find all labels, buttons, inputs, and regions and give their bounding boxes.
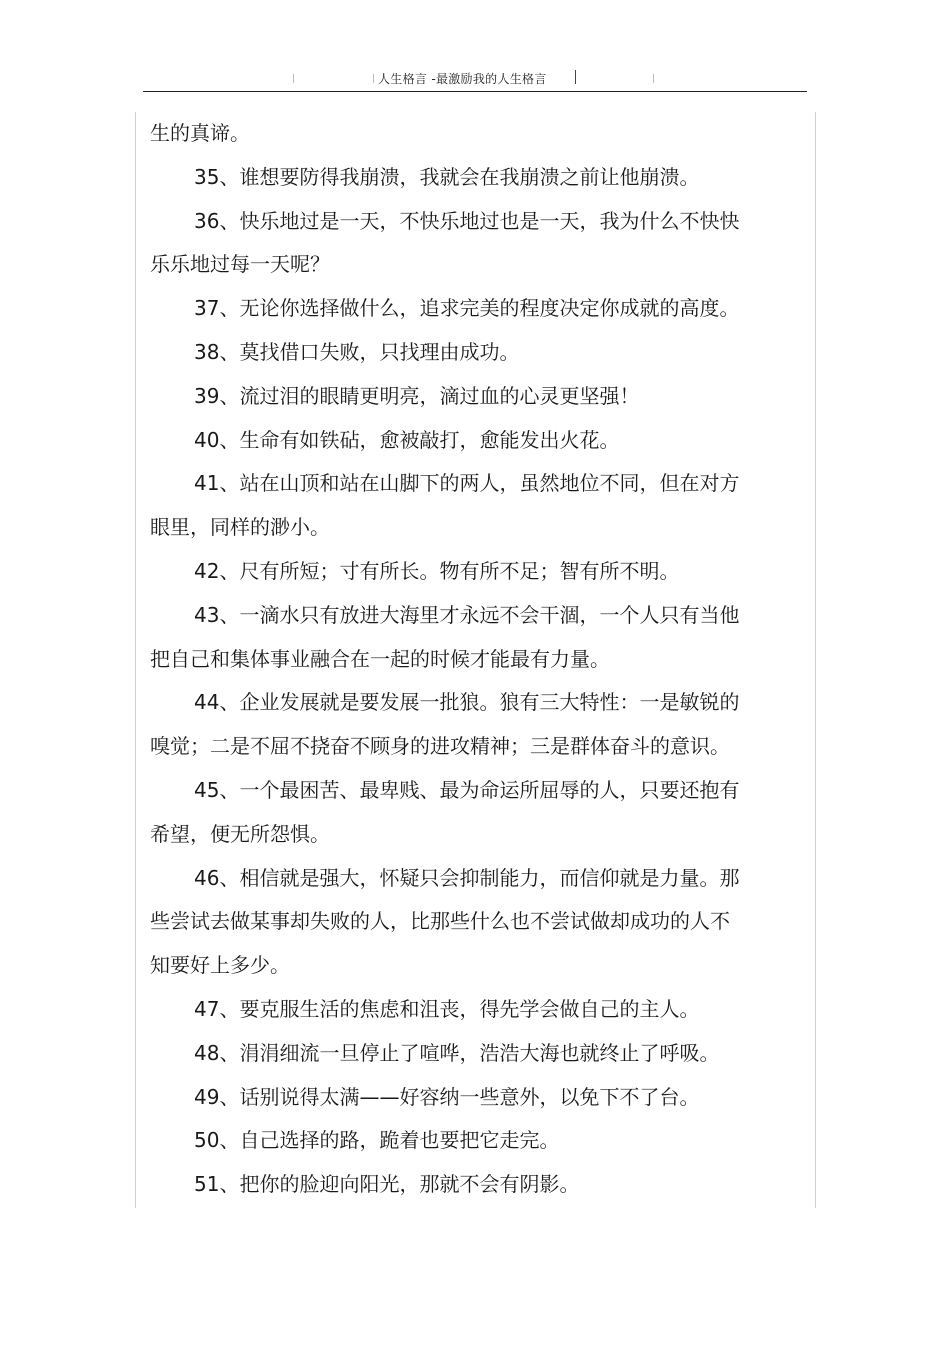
text-line: 40、生命有如铁砧，愈被敲打，愈能发出火花。 [194, 427, 620, 452]
page-header [143, 62, 807, 92]
right-margin-line [815, 112, 816, 1208]
text-line: 把自己和集体事业融合在一起的时候才能最有力量。 [150, 646, 610, 671]
text-line: 45、一个最困苦、最卑贱、最为命运所屈辱的人，只要还抱有 [194, 777, 740, 802]
header-tick-mark [575, 70, 576, 84]
text-line: 42、尺有所短；寸有所长。物有所不足；智有所不明。 [194, 558, 680, 583]
text-line: 生的真谛。 [150, 121, 250, 145]
text-line: 46、相信就是强大，怀疑只会抑制能力，而信仰就是力量。那 [194, 865, 740, 890]
text-line: 知要好上多少。 [150, 953, 290, 978]
document-body [150, 115, 765, 1210]
text-line: 嗅觉；二是不屈不挠奋不顾身的进攻精神；三是群体奋斗的意识。 [150, 734, 730, 759]
text-line: 49、话别说得太满——好容纳一些意外，以免下不了台。 [194, 1084, 700, 1109]
header-title: 人生格言 -最激励我的人生格言 [378, 72, 547, 86]
text-line: 39、流过泪的眼睛更明亮，滴过血的心灵更坚强！ [194, 383, 640, 408]
text-line: 38、莫找借口失败，只找理由成功。 [194, 339, 520, 364]
text-line: 50、自己选择的路，跪着也要把它走完。 [194, 1128, 560, 1153]
text-line: 希望，便无所怨惧。 [150, 821, 330, 846]
header-rule [143, 91, 807, 92]
text-line: 乐乐地过每一天呢？ [150, 252, 330, 277]
text-line: 43、一滴水只有放进大海里才永远不会干涸，一个人只有当他 [194, 602, 740, 627]
header-tick-mark [293, 74, 294, 83]
text-line: 35、谁想要防得我崩溃，我就会在我崩溃之前让他崩溃。 [194, 164, 700, 189]
text-line: 眼里，同样的渺小。 [150, 515, 330, 540]
header-tick-mark [653, 74, 654, 83]
left-margin-line [135, 112, 136, 1208]
text-line: 些尝试去做某事却失败的人，比那些什么也不尝试做却成功的人不 [150, 909, 730, 934]
text-line: 44、企业发展就是要发展一批狼。狼有三大特性：一是敏锐的 [194, 690, 740, 715]
text-line: 36、快乐地过是一天，不快乐地过也是一天，我为什么不快快 [194, 208, 740, 233]
text-line: 37、无论你选择做什么，追求完美的程度决定你成就的高度。 [194, 296, 740, 321]
text-line: 41、站在山顶和站在山脚下的两人，虽然地位不同，但在对方 [194, 471, 740, 496]
text-line: 51、把你的脸迎向阳光，那就不会有阴影。 [194, 1172, 580, 1197]
text-line: 48、涓涓细流一旦停止了喧哗，浩浩大海也就终止了呼吸。 [194, 1040, 720, 1065]
text-line: 47、要克服生活的焦虑和沮丧，得先学会做自己的主人。 [194, 996, 700, 1021]
header-tick-mark [373, 74, 374, 83]
